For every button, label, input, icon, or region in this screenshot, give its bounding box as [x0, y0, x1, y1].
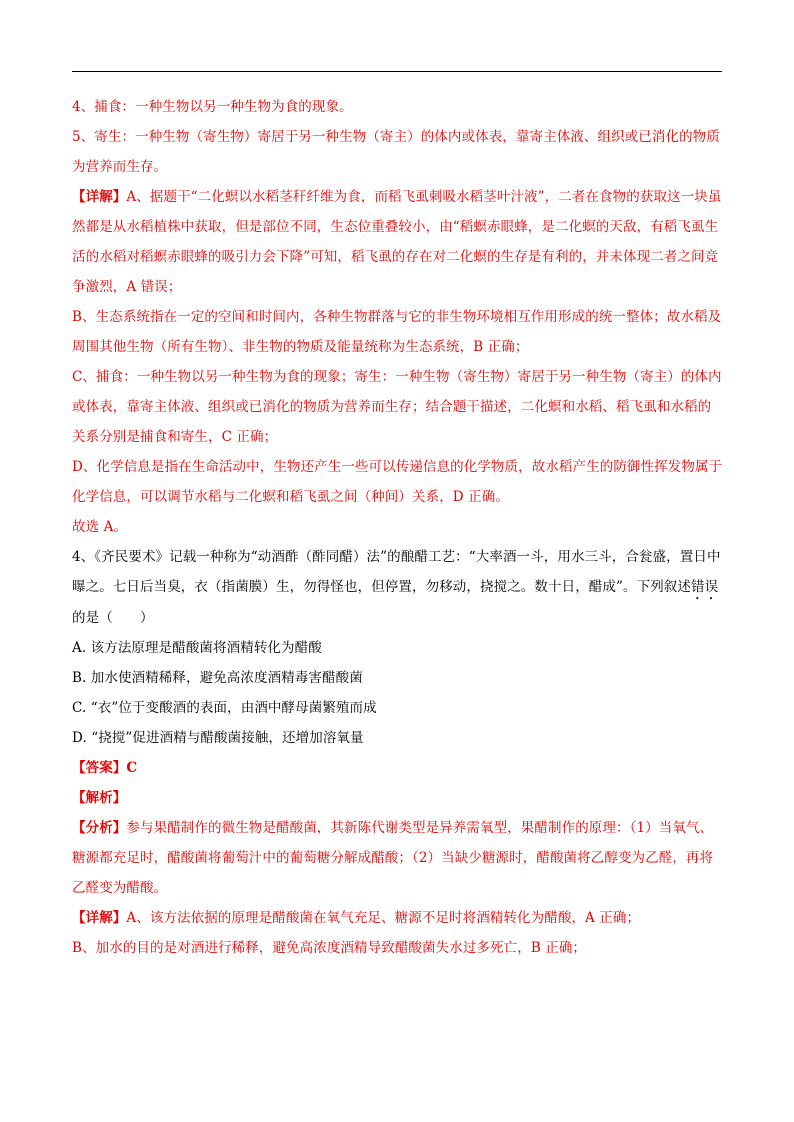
- option-b: B. 加水使酒精稀释，避免高浓度酒精毒害醋酸菌: [72, 670, 363, 686]
- answer-value: C: [126, 760, 138, 776]
- option-d: D. “挠搅”促进酒精与醋酸菌接触，还增加溶氧量: [72, 730, 364, 746]
- fenxi-text: 参与果醋制作的微生物是醋酸菌，其新陈代谢类型是异养需氧型，果醋制作的原理：（1）当氧气、糖源都充足时，醋酸菌将葡萄汁中的葡萄糖分解成醋酸；（2）当缺少糖源时，醋酸菌将乙醇变为乙醛，再将乙醛变为醋酸。: [72, 820, 714, 896]
- previous-detail-a: [72, 182, 724, 302]
- definition-predation: 4、捕食：一种生物以另一种生物为食的现象。: [72, 99, 353, 115]
- analysis-detail-b: B、加水的目的是对酒进行稀释，避免高浓度酒精导致醋酸菌失水过多死亡，B 正确；: [72, 940, 587, 956]
- answer-line: [72, 753, 724, 783]
- fenxi-tag: 【分析】: [72, 820, 127, 836]
- previous-detail-b: B、生态系统指在一定的空间和时间内，各种生物群落与它的非生物环境相互作用形成的统一整体；故水稻及周围其他生物（所有生物）、非生物的物质及能量统称为生态系统，B 正确；: [72, 309, 722, 355]
- detail-a-text: A、据题干“二化螟以水稻茎秆纤维为食，而稻飞虱刺吸水稻茎叶汁液”，二者在食物的获取这一块虽然都是从水稻植株中获取，但是部位不同，生态位重叠较小，由“稻螟赤眼蜂，是二化螟的天敌，有稻飞虱生活的水稻对稻螟赤眼蜂的吸引力会下降”可知，稻飞虱的存在对二化螟的生存是有利的，并未体现二者之间竞争激烈，A 错误；: [72, 189, 722, 295]
- question-stem-emphasis: 错误: [691, 579, 719, 595]
- question-stem-main: 4、《齐民要术》记载一种称为“动酒酢（酢同醋）法”的酿醋工艺：“大率酒一斗，用水三斗，合瓮盛，置日中曝之。七日后当臭，衣（指菌膜）生，勿得怪也，但停置，勿移动，挠搅之。数十日，醋成”。下列叙述: [72, 549, 721, 595]
- document-body: [72, 92, 724, 963]
- previous-detail-c: C、捕食：一种生物以另一种生物为食的现象；寄生：一种生物（寄生物）寄居于另一种生物（寄主）的体内或体表，靠寄主体液、组织或已消化的物质为营养而生存；结合题干描述，二化螟和水稻、稻飞虱和水稻的关系分别是捕食和寄生，C 正确；: [72, 369, 722, 445]
- previous-detail-d: D、化学信息是指在生命活动中，生物还产生一些可以传递信息的化学物质，故水稻产生的防御性挥发物属于化学信息，可以调节水稻与二化螟和稻飞虱之间（种间）关系，D 正确。: [72, 459, 723, 505]
- analysis-fenxi: [72, 813, 724, 903]
- detail-a-text-2: A、该方法依据的原理是醋酸菌在氧气充足、糖源不足时将酒精转化为醋酸，A 正确；: [126, 910, 641, 926]
- answer-tag: 【答案】: [72, 760, 127, 776]
- header-rule: [72, 71, 722, 72]
- definition-parasitism: 5、寄生：一种生物（寄生物）寄居于另一种生物（寄主）的体内或体表，靠寄主体液、组织或已消化的物质为营养而生存。: [72, 129, 720, 175]
- analysis-tag: 【解析】: [72, 790, 127, 806]
- analysis-detail-a: [72, 903, 724, 933]
- previous-choice: 故选 A。: [72, 519, 128, 535]
- detail-tag: 【详解】: [72, 189, 127, 205]
- detail-tag-2: 【详解】: [72, 910, 127, 926]
- question-stem-tail: 的是（ ）: [72, 610, 154, 626]
- question-stem: [72, 542, 724, 633]
- option-c: C. “衣”位于变酸酒的表面，由酒中酵母菌繁殖而成: [72, 700, 377, 716]
- option-a: A. 该方法原理是醋酸菌将酒精转化为醋酸: [72, 640, 322, 656]
